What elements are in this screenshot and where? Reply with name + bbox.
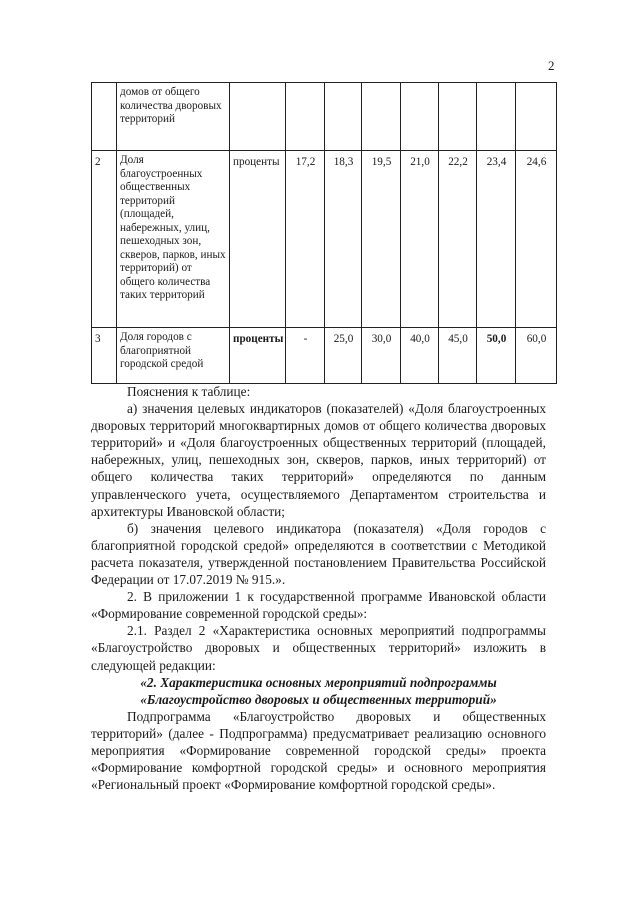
value-cell: - — [286, 328, 325, 384]
value-cell: 40,0 — [401, 328, 439, 384]
value-cell: 45,0 — [439, 328, 477, 384]
paragraph-subprogram: Подпрограмма «Благоустройство дворовых и общественных территорий» (далее - Подпрограмма) предусматривает реализацию основного мероприятия «Формирование современной городской среды» проекта «Формирование комфортной городской среды» и основного мероприятия «Региональный проект «Формирование комфортной городской среды». — [91, 708, 546, 793]
table-row — [92, 151, 557, 328]
value-cell: 60,0 — [516, 328, 557, 384]
value-cell: 23,4 — [477, 151, 516, 328]
value-cell: 17,2 — [286, 151, 325, 328]
unit-cell — [230, 83, 286, 151]
indicators-table — [91, 82, 557, 384]
value-cell — [325, 83, 362, 151]
body-text — [91, 383, 546, 793]
table-row — [92, 83, 557, 151]
value-cell: 21,0 — [401, 151, 439, 328]
value-cell — [362, 83, 401, 151]
row-index: 3 — [92, 328, 117, 384]
value-cell: 24,6 — [516, 151, 557, 328]
page-number: 2 — [548, 58, 555, 73]
row-index: 2 — [92, 151, 117, 328]
value-cell — [477, 83, 516, 151]
value-cell — [286, 83, 325, 151]
unit-cell: проценты — [230, 328, 286, 384]
explanations-heading: Пояснения к таблице: — [127, 384, 251, 399]
section-heading-line2: «Благоустройство дворовых и общественных территорий» — [140, 691, 497, 707]
paragraph-b: б) значения целевого индикатора (показателя) «Доля городов с благоприятной городской средой» определяются в соответствии с Методикой расчета показателя, утвержденной постановлением Правительства Российской Федерации от 17.07.2019 № 915.». — [91, 520, 546, 588]
paragraph-a: а) значения целевых индикаторов (показателей) «Доля благоустроенных дворовых территорий многоквартирных домов от общего количества дворовых территорий» и «Доля благоустроенных общественных территорий (площадей, набережных, улиц, пешеходных зон, скверов, парков, иных территорий) от общего количества таких территорий» определяются по данным управленческого учета, осуществляемого Департаментом строительства и архитектуры Ивановской области; — [91, 401, 546, 519]
value-cell: 19,5 — [362, 151, 401, 328]
value-cell: 18,3 — [325, 151, 362, 328]
value-cell — [401, 83, 439, 151]
indicator-name: Доля благоустроенных общественных территорий (площадей, набережных, улиц, пешеходных зон, скверов, парков, иных территорий) от общего количества таких территорий — [117, 151, 230, 328]
value-cell: 30,0 — [362, 328, 401, 384]
indicator-name: Доля городов с благоприятной городской средой — [117, 328, 230, 384]
value-cell: 50,0 — [477, 328, 516, 384]
value-cell: 22,2 — [439, 151, 477, 328]
unit-cell: проценты — [230, 151, 286, 328]
table-row — [92, 328, 557, 384]
section-heading-line1: «2. Характеристика основных мероприятий подпрограммы — [140, 674, 497, 690]
value-cell — [439, 83, 477, 151]
paragraph-2: 2. В приложении 1 к государственной программе Ивановской области «Формирование современной городской среды»: — [91, 589, 546, 622]
indicator-name: домов от общего количества дворовых территорий — [117, 83, 230, 151]
paragraph-2-1: 2.1. Раздел 2 «Характеристика основных мероприятий подпрограммы «Благоустройство дворовых и общественных территорий» изложить в следующей редакции: — [91, 623, 546, 673]
value-cell: 25,0 — [325, 328, 362, 384]
row-index — [92, 83, 117, 151]
value-cell — [516, 83, 557, 151]
